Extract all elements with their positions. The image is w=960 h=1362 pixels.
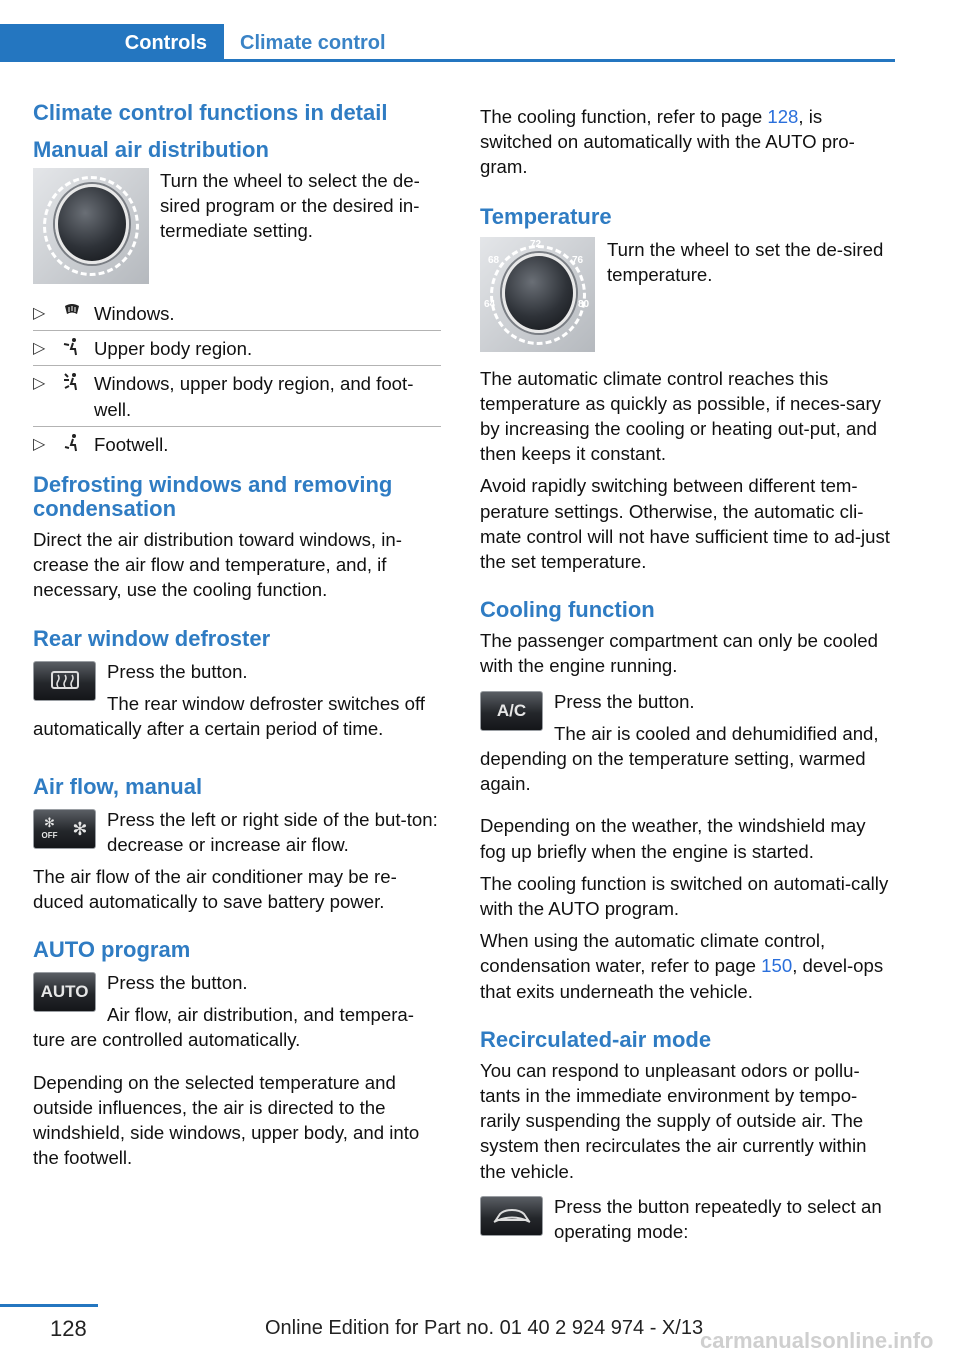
cooling-p5: The cooling function is switched on automati-cally with the AUTO program. [480, 872, 889, 920]
bullet-triangle-icon: ▷ [33, 340, 46, 358]
section-title: Climate control functions in detail [33, 100, 388, 125]
list-item: ▷ Upper body region. [33, 330, 441, 365]
temperature-dial-image: 68 72 76 64 80 [480, 237, 595, 352]
heading-cooling-function: Cooling function [480, 597, 655, 623]
recirc-p1: You can respond to unpleasant odors or pollu-tants in the immediate environment by tempo-rarily suspending the supply of outside air. The system then recirculates the air currently within the vehicle. [480, 1059, 867, 1182]
cooling-p3: The air is cooled and dehumidified and, depending on the temperature setting, warmed again. [480, 722, 879, 795]
air-flow-text: The air flow of the air conditioner may be re-duced automatically to save battery power. [33, 865, 397, 912]
footwell-icon [63, 433, 85, 453]
footer-divider [0, 1304, 98, 1307]
air-flow-press: Press the left or right side of the but-ton: decrease or increase air flow. [107, 809, 438, 856]
cooling-p1: The passenger compartment can only be cooled with the engine running. [480, 630, 878, 677]
ac-button[interactable]: A/C [480, 691, 543, 731]
watermark-text: carmanualsonline.info [700, 1328, 934, 1353]
cooling-p6: When using the automatic climate control, condensation water, refer to page 150, devel-ops that exits underneath the vehicle. [480, 930, 884, 1002]
temperature-text: Turn the wheel to set the de-sired temperature. [607, 238, 884, 285]
cooling-press: Press the button. [554, 690, 695, 712]
windows-body-footwell-icon [63, 372, 85, 392]
air-distribution-dial-image [33, 168, 149, 284]
cooling-intro: The cooling function, refer to page 128, is switched on automatically with the AUTO pro-gram. [480, 106, 855, 178]
rear-defroster-button[interactable] [33, 661, 96, 701]
temperature-p2: Avoid rapidly switching between different tem-perature settings. Otherwise, the automatic cli-mate control will not have sufficient time to ad-just the set temperature. [480, 475, 890, 573]
auto-button[interactable]: AUTO [33, 972, 96, 1012]
list-item: ▷ Windows, upper body region, and foot-well. [33, 365, 441, 425]
heading-defrosting: Defrosting windows and removing condensation [33, 472, 393, 522]
auto-press: Press the button. [107, 972, 248, 994]
windows-icon [63, 302, 85, 322]
auto-detail-text: Depending on the selected temperature and outside influences, the air is directed to the windshield, side windows, upper body, and into the footwell. [33, 1071, 420, 1169]
edition-note: Online Edition for Part no. 01 40 2 924 974 - X/13 [265, 1317, 704, 1339]
list-item: ▷ Footwell. [33, 426, 441, 461]
air-flow-button[interactable] [33, 809, 96, 849]
right-column [480, 100, 896, 1244]
heading-manual-air-distribution: Manual air distribution [33, 137, 269, 162]
dial-knob [55, 184, 129, 264]
heading-recirculated-air: Recirculated-air mode [480, 1026, 712, 1052]
rear-defroster-text: The rear window defroster switches off automatically after a certain period of time. [33, 692, 425, 740]
recirc-press: Press the button repeatedly to select an operating mode: [554, 1195, 882, 1243]
heading-rear-window-defroster: Rear window defroster [33, 625, 271, 651]
fan-icon: ✻ [72, 818, 88, 839]
manual-air-text: Turn the wheel to select the de-sired program or the desired in-termediate setting. [160, 170, 420, 242]
temperature-p1: The automatic climate control reaches this temperature as quickly as possible, if neces-sary by increasing the cooling or heating out-put, and then keeps it constant. [480, 367, 881, 465]
heading-temperature: Temperature [480, 203, 612, 229]
auto-text: Air flow, air distribution, and tempera-ture are controlled automatically. [33, 1004, 414, 1051]
page-link-128[interactable]: 128 [767, 106, 799, 127]
list-item: ▷ Windows. [33, 296, 441, 330]
recirculation-button[interactable] [480, 1196, 543, 1236]
rear-defroster-icon [50, 670, 80, 692]
rear-defroster-press: Press the button. [107, 660, 248, 682]
bullet-triangle-icon: ▷ [33, 305, 46, 322]
fan-off-icon: ✻ OFF [41, 815, 58, 841]
defrost-text: Direct the air distribution toward windows, in-crease the air flow and temperature, and, if necessary, use the cooling function. [33, 529, 402, 601]
left-column [33, 100, 441, 1170]
bullet-triangle-icon: ▷ [33, 375, 46, 393]
cooling-p4: Depending on the weather, the windshield may fog up briefly when the engine is started. [480, 815, 866, 862]
tab-climate-control[interactable]: Climate control [240, 32, 386, 54]
page-header [0, 24, 895, 62]
page-number: 128 [50, 1316, 87, 1341]
upper-body-icon [63, 337, 85, 357]
bullet-triangle-icon: ▷ [33, 435, 46, 453]
recirculation-car-icon [492, 1205, 532, 1227]
dial-knob [502, 253, 576, 333]
heading-auto-program: AUTO program [33, 937, 191, 963]
header-divider [224, 59, 895, 62]
heading-air-flow-manual: Air flow, manual [33, 774, 203, 800]
air-distribution-list [33, 296, 441, 461]
tab-controls[interactable]: Controls [0, 24, 224, 62]
page-link-150[interactable]: 150 [761, 955, 793, 977]
